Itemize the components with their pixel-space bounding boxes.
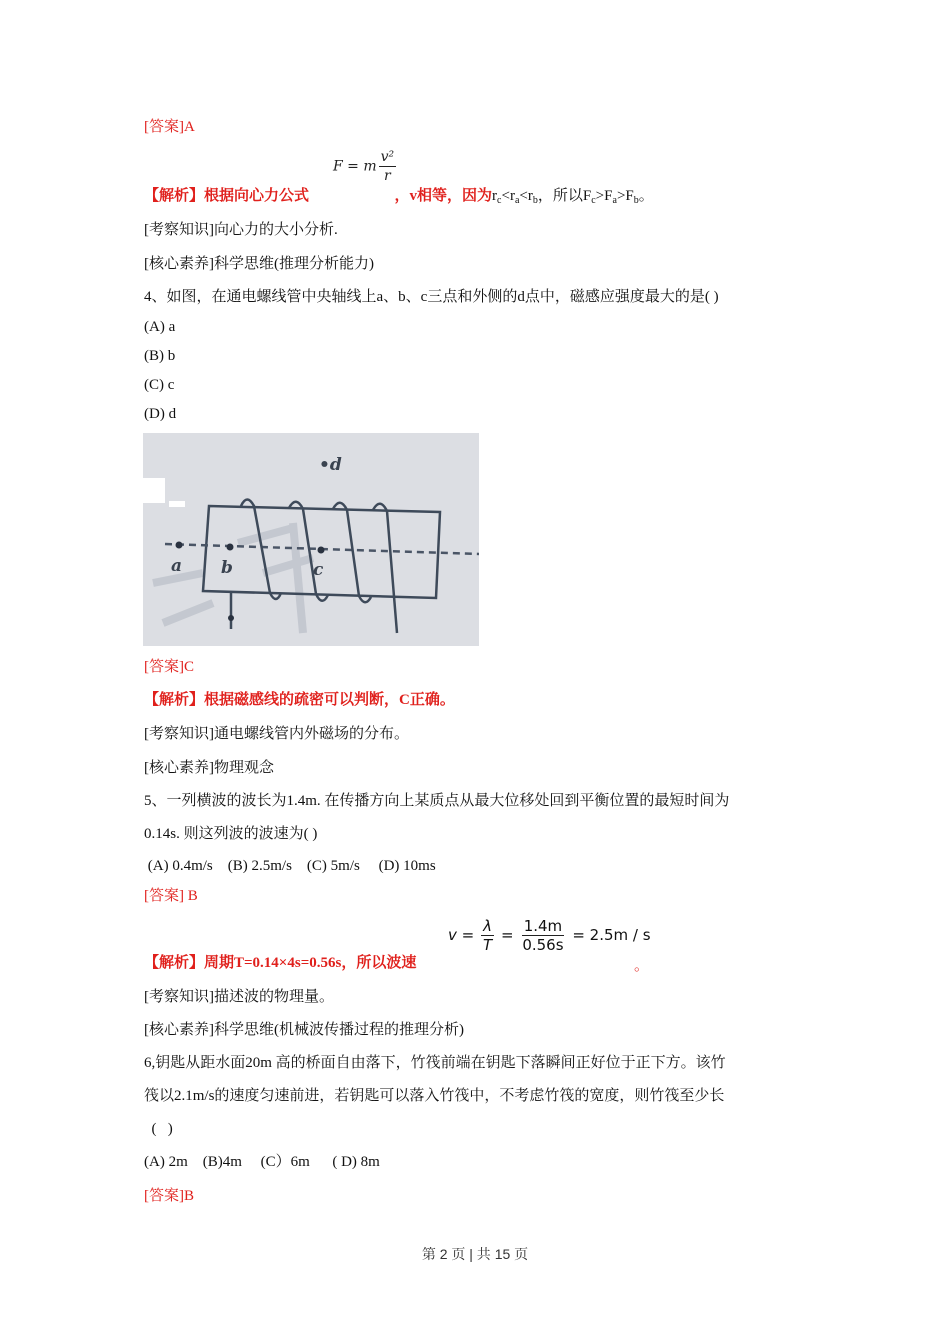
formula-result: = 2.5m / s xyxy=(572,926,651,944)
formula-lhs: F = m xyxy=(333,158,377,175)
q4-analysis: 【解析】根据磁感线的疏密可以判断，C正确。 xyxy=(144,692,455,708)
q6-question-line1: 6,钥匙从距水面20m 高的桥面自由落下，竹筏前端在钥匙下落瞬间正好位于正下方。该竹 xyxy=(144,1055,726,1071)
label-c: c xyxy=(313,560,324,580)
frac2-denominator: 0.56s xyxy=(522,936,564,954)
q6-answer: [答案]B xyxy=(144,1188,194,1204)
q5-options: (A) 0.4m/s (B) 2.5m/s (C) 5m/s (D) 10ms xyxy=(144,858,436,874)
q4-option-c: (C) c xyxy=(144,377,175,393)
q4-literacy: [核心素养]物理观念 xyxy=(144,760,274,776)
q5-literacy: [核心素养]科学思维(机械波传播过程的推理分析) xyxy=(144,1022,464,1038)
formula-denominator: r xyxy=(384,168,391,184)
formula-equals: = xyxy=(500,926,514,944)
q4-option-d: (D) d xyxy=(144,406,177,422)
q3-answer: [答案]A xyxy=(144,119,195,135)
q3-analysis xyxy=(144,186,654,211)
label-b: b xyxy=(221,558,233,578)
page-footer: 第 2 页 | 共 15 页 xyxy=(421,1246,529,1262)
label-a: a xyxy=(171,556,183,576)
formula-numerator: v² xyxy=(380,149,395,165)
q4-question: 4、如图，在通电螺线管中央轴线上a、b、c三点和外侧的d点中，磁感应强度最大的是( ) xyxy=(144,289,719,305)
formula-v: v = xyxy=(448,926,475,944)
q4-answer: [答案]C xyxy=(144,659,194,675)
q5-analysis-end: 。 xyxy=(634,958,650,974)
q3-analysis-inequality: $r_c<r_a<r_b$，所以$F_c>F_a>F_b$。 xyxy=(492,188,654,206)
q3-analysis-red: ，v相等，因为 xyxy=(394,188,493,204)
wave-speed-formula xyxy=(448,917,651,954)
q6-options: (A) 2m (B)4m (C）6m ( D) 8m xyxy=(144,1154,380,1170)
q3-analysis-label: 【解析】根据向心力公式 xyxy=(144,188,310,204)
frac1-numerator: λ xyxy=(483,917,493,935)
q4-knowledge: [考察知识]通电螺线管内外磁场的分布。 xyxy=(144,726,409,742)
q5-question-line1: 5、一列横波的波长为1.4m. 在传播方向上某质点从最大位移处回到平衡位置的最短时间为 xyxy=(144,793,730,809)
solenoid-diagram xyxy=(143,433,479,646)
q5-answer: [答案] B xyxy=(144,888,198,904)
solenoid-figure xyxy=(143,433,479,646)
q4-option-a: (A) a xyxy=(144,319,176,335)
centripetal-force-formula xyxy=(333,148,398,185)
q6-question-line3: ( ) xyxy=(144,1121,173,1137)
frac1-denominator: T xyxy=(483,936,493,954)
label-d: •d xyxy=(319,455,342,475)
q6-question-line2: 筏以2.1m/s的速度匀速前进，若钥匙可以落入竹筏中，不考虑竹筏的宽度，则竹筏至少长 xyxy=(144,1088,725,1104)
q4-option-b: (B) b xyxy=(144,348,176,364)
q5-question-line2: 0.14s. 则这列波的波速为( ) xyxy=(144,826,318,842)
q5-analysis: 【解析】周期T=0.14×4s=0.56s，所以波速 xyxy=(144,955,417,971)
q5-knowledge: [考察知识]描述波的物理量。 xyxy=(144,989,334,1005)
frac2-numerator: 1.4m xyxy=(523,917,563,935)
q3-literacy: [核心素养]科学思维(推理分析能力) xyxy=(144,256,374,272)
q3-knowledge: [考察知识]向心力的大小分析. xyxy=(144,222,338,238)
